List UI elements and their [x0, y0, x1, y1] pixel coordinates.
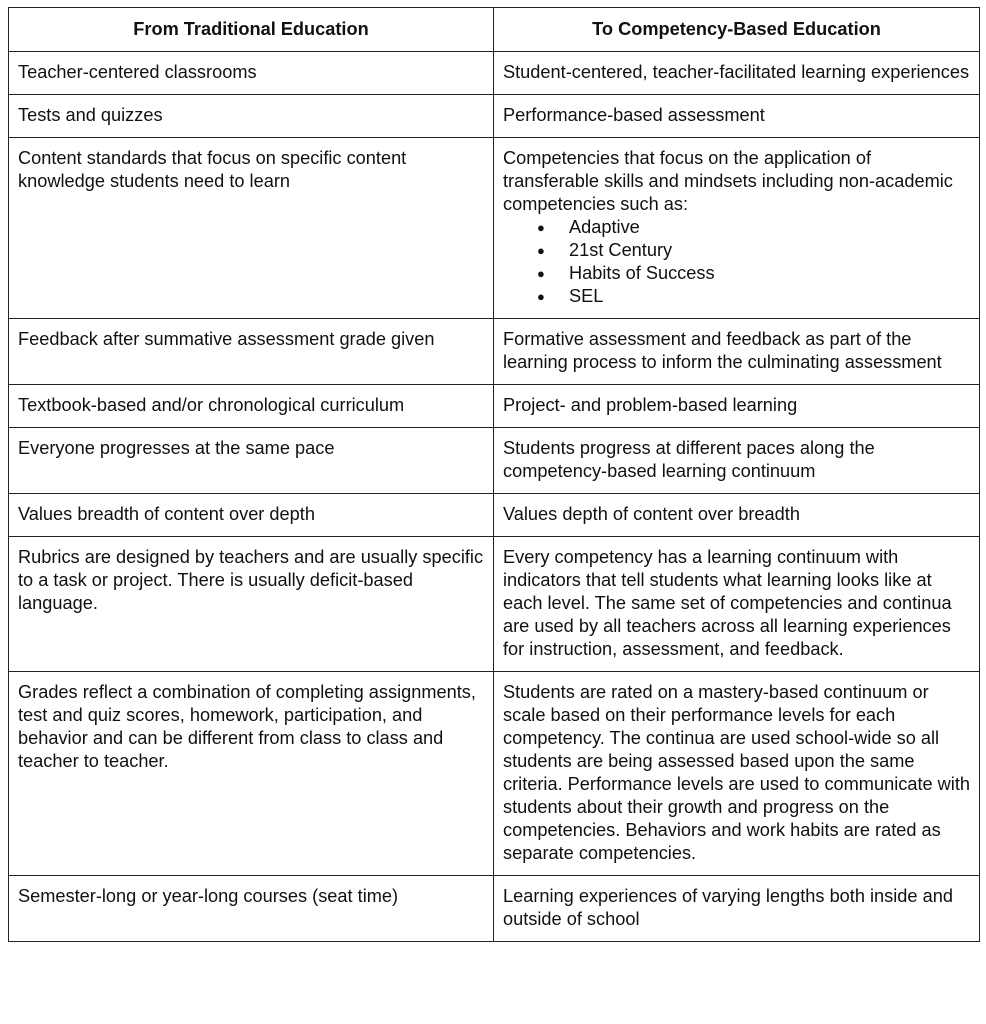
comparison-table — [8, 7, 980, 942]
competency-cell: Project- and problem-based learning — [494, 385, 980, 428]
competency-cell: Every competency has a learning continuum with indicators that tell students what learning looks like at each level. The same set of competencies and continua are used by all teachers across all learning experiences for instruction, assessment, and feedback. — [494, 537, 980, 672]
traditional-cell: Semester-long or year-long courses (seat time) — [9, 876, 494, 942]
table-row — [9, 672, 980, 876]
traditional-cell: Content standards that focus on specific content knowledge students need to learn — [9, 138, 494, 319]
header-competency-based: To Competency-Based Education — [494, 8, 980, 52]
traditional-cell: Rubrics are designed by teachers and are usually specific to a task or project. There is usually deficit-based language. — [9, 537, 494, 672]
table-row — [9, 319, 980, 385]
competency-list — [503, 216, 971, 308]
competency-cell: Performance-based assessment — [494, 95, 980, 138]
traditional-cell: Textbook-based and/or chronological curriculum — [9, 385, 494, 428]
header-row — [9, 8, 980, 52]
table-row — [9, 537, 980, 672]
competency-cell: Formative assessment and feedback as part of the learning process to inform the culminating assessment — [494, 319, 980, 385]
table-row — [9, 138, 980, 319]
list-item: ● Adaptive — [569, 216, 971, 239]
traditional-cell: Everyone progresses at the same pace — [9, 428, 494, 494]
table-row — [9, 385, 980, 428]
competency-cell: Values depth of content over breadth — [494, 494, 980, 537]
list-item: ● 21st Century — [569, 239, 971, 262]
header-traditional: From Traditional Education — [9, 8, 494, 52]
table-row — [9, 876, 980, 942]
traditional-cell: Teacher-centered classrooms — [9, 52, 494, 95]
competency-cell: Learning experiences of varying lengths both inside and outside of school — [494, 876, 980, 942]
traditional-cell: Values breadth of content over depth — [9, 494, 494, 537]
table-row — [9, 95, 980, 138]
list-item: ● SEL — [569, 285, 971, 308]
traditional-cell: Feedback after summative assessment grade given — [9, 319, 494, 385]
competency-text: Competencies that focus on the application of transferable skills and mindsets including non-academic competencies such as: — [503, 148, 953, 214]
table-row — [9, 428, 980, 494]
competency-cell: Students are rated on a mastery-based continuum or scale based on their performance levels for each competency. The continua are used school-wide so all students are being assessed based upon the same criteria. Performance levels are used to communicate with students about their growth and progress on the competencies. Behaviors and work habits are rated as separate competencies. — [494, 672, 980, 876]
table-row — [9, 494, 980, 537]
traditional-cell: Tests and quizzes — [9, 95, 494, 138]
list-item: ● Habits of Success — [569, 262, 971, 285]
competency-cell: Students progress at different paces along the competency-based learning continuum — [494, 428, 980, 494]
competency-cell: Student-centered, teacher-facilitated learning experiences — [494, 52, 980, 95]
traditional-cell: Grades reflect a combination of completing assignments, test and quiz scores, homework, participation, and behavior and can be different from class to class and teacher to teacher. — [9, 672, 494, 876]
competency-cell — [494, 138, 980, 319]
table-row — [9, 52, 980, 95]
